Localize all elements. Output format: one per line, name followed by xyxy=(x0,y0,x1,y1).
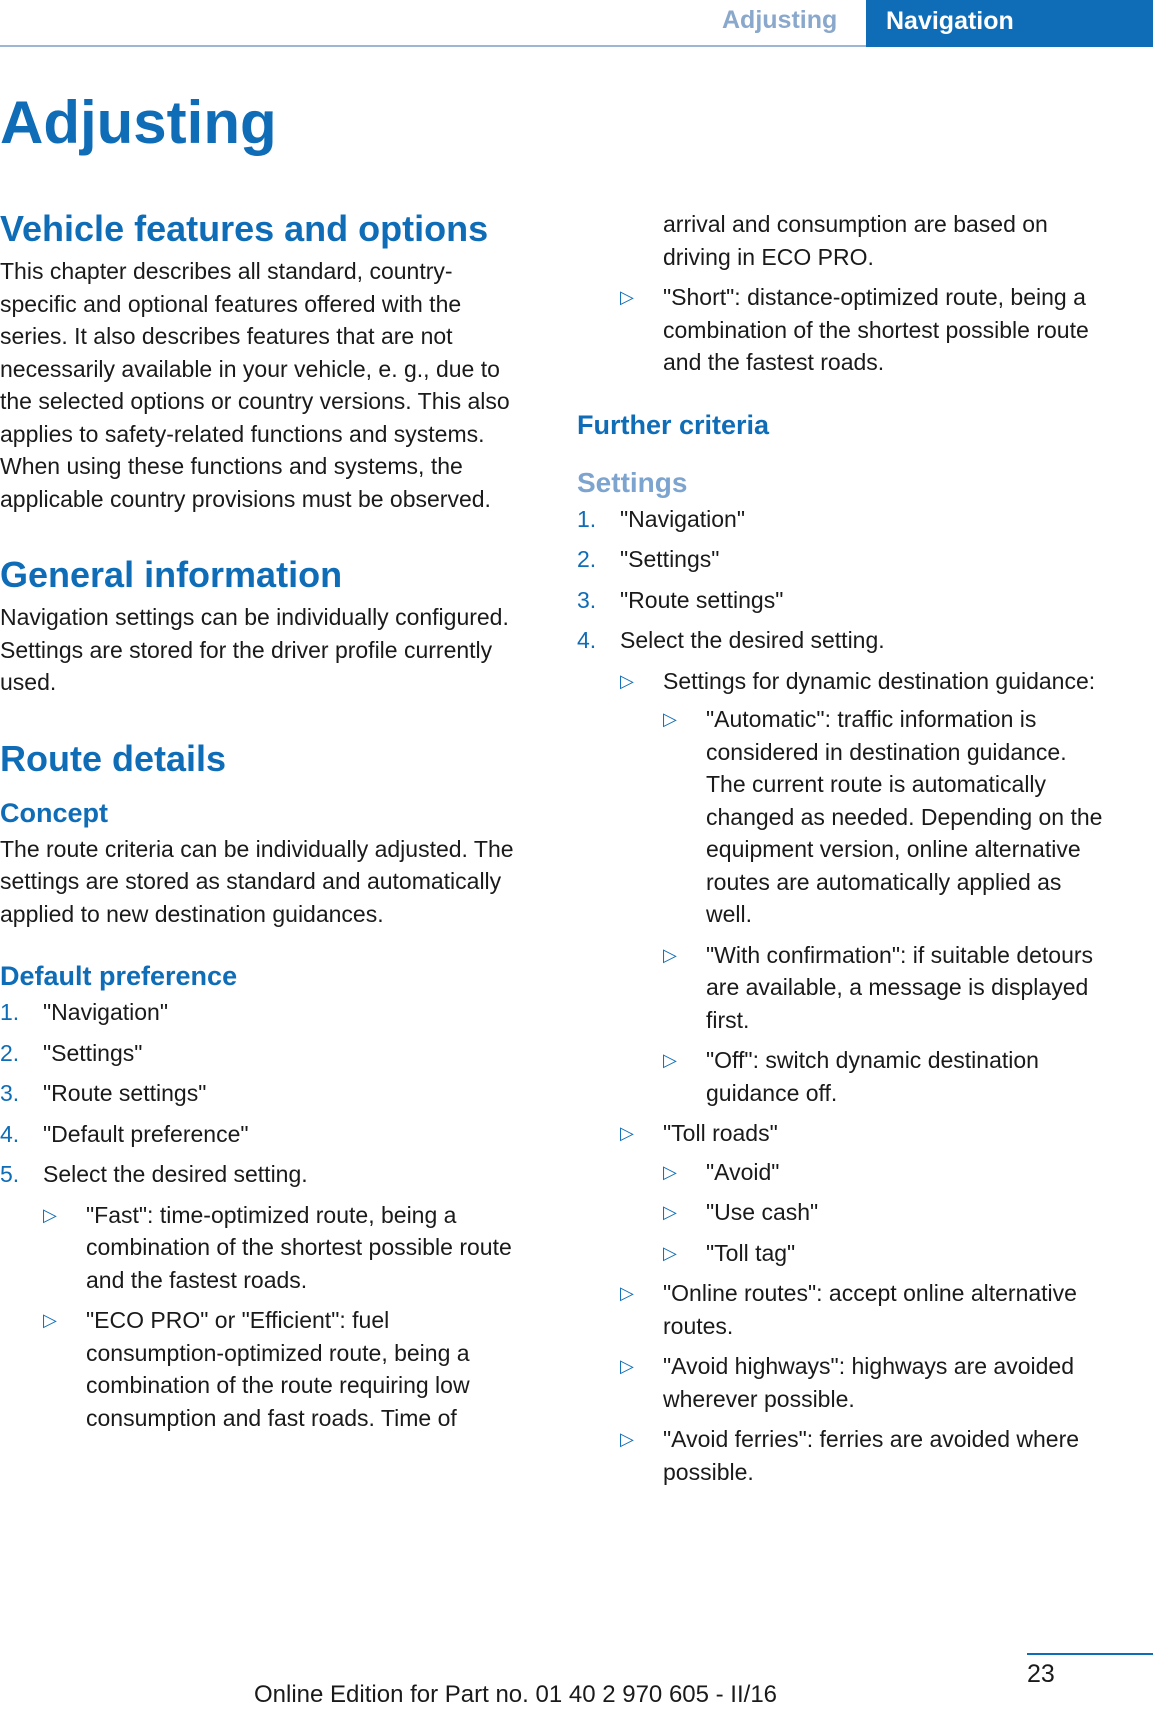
option-text: "ECO PRO" or "Efficient": fuel consumption-optimized route, being a combination of the route requiring low consumption and fast roads. Time of xyxy=(86,1307,470,1431)
header-section-label[interactable]: Adjusting xyxy=(722,6,838,34)
triangle-bullet-icon: ▷ xyxy=(620,1356,634,1376)
list-item xyxy=(0,1118,525,1151)
list-item xyxy=(663,1237,1112,1270)
list-item xyxy=(620,1423,1112,1488)
list-item xyxy=(0,996,525,1029)
triangle-bullet-icon: ▷ xyxy=(620,287,634,307)
step-text: "Settings" xyxy=(43,1039,143,1066)
triangle-bullet-icon: ▷ xyxy=(43,1204,57,1225)
list-item xyxy=(577,624,1112,1488)
route-details-heading: Route details xyxy=(0,737,227,779)
option-text: "Online routes": accept online alternative routes. xyxy=(663,1280,1077,1339)
step-text: "Navigation" xyxy=(43,999,169,1025)
triangle-bullet-icon: ▷ xyxy=(620,1283,634,1303)
list-item xyxy=(663,1196,1112,1229)
list-item xyxy=(43,1304,525,1434)
step-number: 2. xyxy=(577,546,597,572)
step-text: "Navigation" xyxy=(620,505,746,532)
list-item xyxy=(620,665,1112,1110)
step-number: 2. xyxy=(0,1039,20,1066)
right-column xyxy=(577,208,1112,1496)
dynamic-guidance-options xyxy=(663,703,1112,1109)
page-title: Adjusting xyxy=(0,89,277,156)
step-text: "Route settings" xyxy=(620,586,784,613)
step-number: 3. xyxy=(0,1080,20,1106)
option-text: "With confirmation": if suitable detours are available, a message is displayed first. xyxy=(706,941,1094,1033)
step-number: 5. xyxy=(0,1161,20,1187)
list-item xyxy=(620,1350,1112,1415)
triangle-bullet-icon: ▷ xyxy=(620,670,634,691)
list-item xyxy=(663,1044,1112,1109)
option-text: "Avoid" xyxy=(706,1158,780,1185)
settings-steps xyxy=(577,503,1112,1489)
list-item xyxy=(620,281,1112,379)
option-text: "Use cash" xyxy=(706,1199,819,1225)
footer-rule xyxy=(1027,1653,1153,1655)
page-number: 23 xyxy=(1027,1660,1055,1688)
list-item xyxy=(577,543,1112,576)
footer-edition: Online Edition for Part no. 01 40 2 970 605 - II/16 xyxy=(254,1681,778,1708)
option-text: "Automatic": traffic information is considered in destination guidance. The current route is automatically changed as needed. Depending on the equipment version, online alternative routes are automatically applied as well. xyxy=(706,706,1103,927)
step-text: "Settings" xyxy=(620,546,720,572)
step-text: "Default preference" xyxy=(43,1120,249,1147)
triangle-bullet-icon: ▷ xyxy=(663,1202,677,1222)
option-text: "Avoid highways": highways are avoided wherever possible. xyxy=(663,1353,1074,1412)
step-number: 3. xyxy=(577,586,597,613)
option-text: "Off": switch dynamic destination guidance off. xyxy=(706,1047,1039,1106)
default-preference-options xyxy=(43,1199,525,1435)
list-item xyxy=(577,584,1112,617)
short-option-list xyxy=(577,281,1112,379)
general-information-text: Navigation settings can be individually configured. Settings are stored for the driver profile currently used. xyxy=(0,604,509,695)
list-item xyxy=(43,1199,525,1297)
settings-options xyxy=(620,665,1112,1489)
vehicle-features-heading: Vehicle features and options xyxy=(0,208,489,249)
list-item xyxy=(620,1277,1112,1342)
triangle-bullet-icon: ▷ xyxy=(620,1429,634,1449)
settings-heading: Settings xyxy=(577,466,688,498)
eco-pro-continuation: arrival and consumption are based on driving in ECO PRO. xyxy=(663,211,1048,270)
option-text: Settings for dynamic destination guidance: xyxy=(663,667,1096,694)
triangle-bullet-icon: ▷ xyxy=(663,1050,677,1070)
vehicle-features-text: This chapter describes all standard, country-specific and optional features offered with the series. It also describes features that are not necessarily available in your vehicle, e. g., due to the selected options or country versions. This also applies to safety-related functions and systems. When using these functions and systems, the applicable country provisions must be observed. xyxy=(0,258,510,512)
triangle-bullet-icon: ▷ xyxy=(663,709,677,729)
header-chapter-label: Navigation xyxy=(886,7,1014,35)
option-text: "Toll tag" xyxy=(706,1239,796,1266)
list-item xyxy=(663,939,1112,1037)
step-number: 4. xyxy=(577,627,597,653)
option-text: "Short": distance-optimized route, being a combination of the shortest possible route and the fastest roads. xyxy=(663,284,1089,375)
toll-road-options xyxy=(663,1156,1112,1270)
option-text: "Fast": time-optimized route, being a combination of the shortest possible route and the fastest roads. xyxy=(86,1201,512,1293)
option-text: "Toll roads" xyxy=(663,1120,778,1146)
triangle-bullet-icon: ▷ xyxy=(663,1242,677,1263)
list-item xyxy=(0,1037,525,1070)
list-item xyxy=(620,1117,1112,1269)
further-criteria-heading: Further criteria xyxy=(577,409,770,440)
default-preference-heading: Default preference xyxy=(0,961,238,991)
step-text: Select the desired setting. xyxy=(620,627,885,653)
triangle-bullet-icon: ▷ xyxy=(43,1310,57,1330)
concept-heading: Concept xyxy=(0,797,108,828)
step-number: 1. xyxy=(577,505,597,532)
option-text: "Avoid ferries": ferries are avoided where possible. xyxy=(663,1426,1080,1485)
left-column xyxy=(0,207,525,1442)
list-item xyxy=(0,1158,525,1434)
list-item xyxy=(663,703,1112,931)
header-chapter-tab[interactable] xyxy=(866,0,1153,47)
triangle-bullet-icon: ▷ xyxy=(663,944,677,965)
list-item xyxy=(0,1077,525,1110)
triangle-bullet-icon: ▷ xyxy=(620,1123,634,1143)
concept-text: The route criteria can be individually adjusted. The settings are stored as standard and automatically applied to new destination guidances. xyxy=(0,835,514,927)
step-text: "Route settings" xyxy=(43,1080,207,1106)
step-number: 4. xyxy=(0,1120,20,1147)
default-preference-steps xyxy=(0,996,525,1434)
header-rule xyxy=(0,45,866,47)
step-number: 1. xyxy=(0,999,20,1025)
list-item xyxy=(663,1156,1112,1189)
step-text: Select the desired setting. xyxy=(43,1161,308,1187)
general-information-heading: General information xyxy=(0,554,343,595)
triangle-bullet-icon: ▷ xyxy=(663,1161,677,1182)
list-item xyxy=(577,503,1112,536)
